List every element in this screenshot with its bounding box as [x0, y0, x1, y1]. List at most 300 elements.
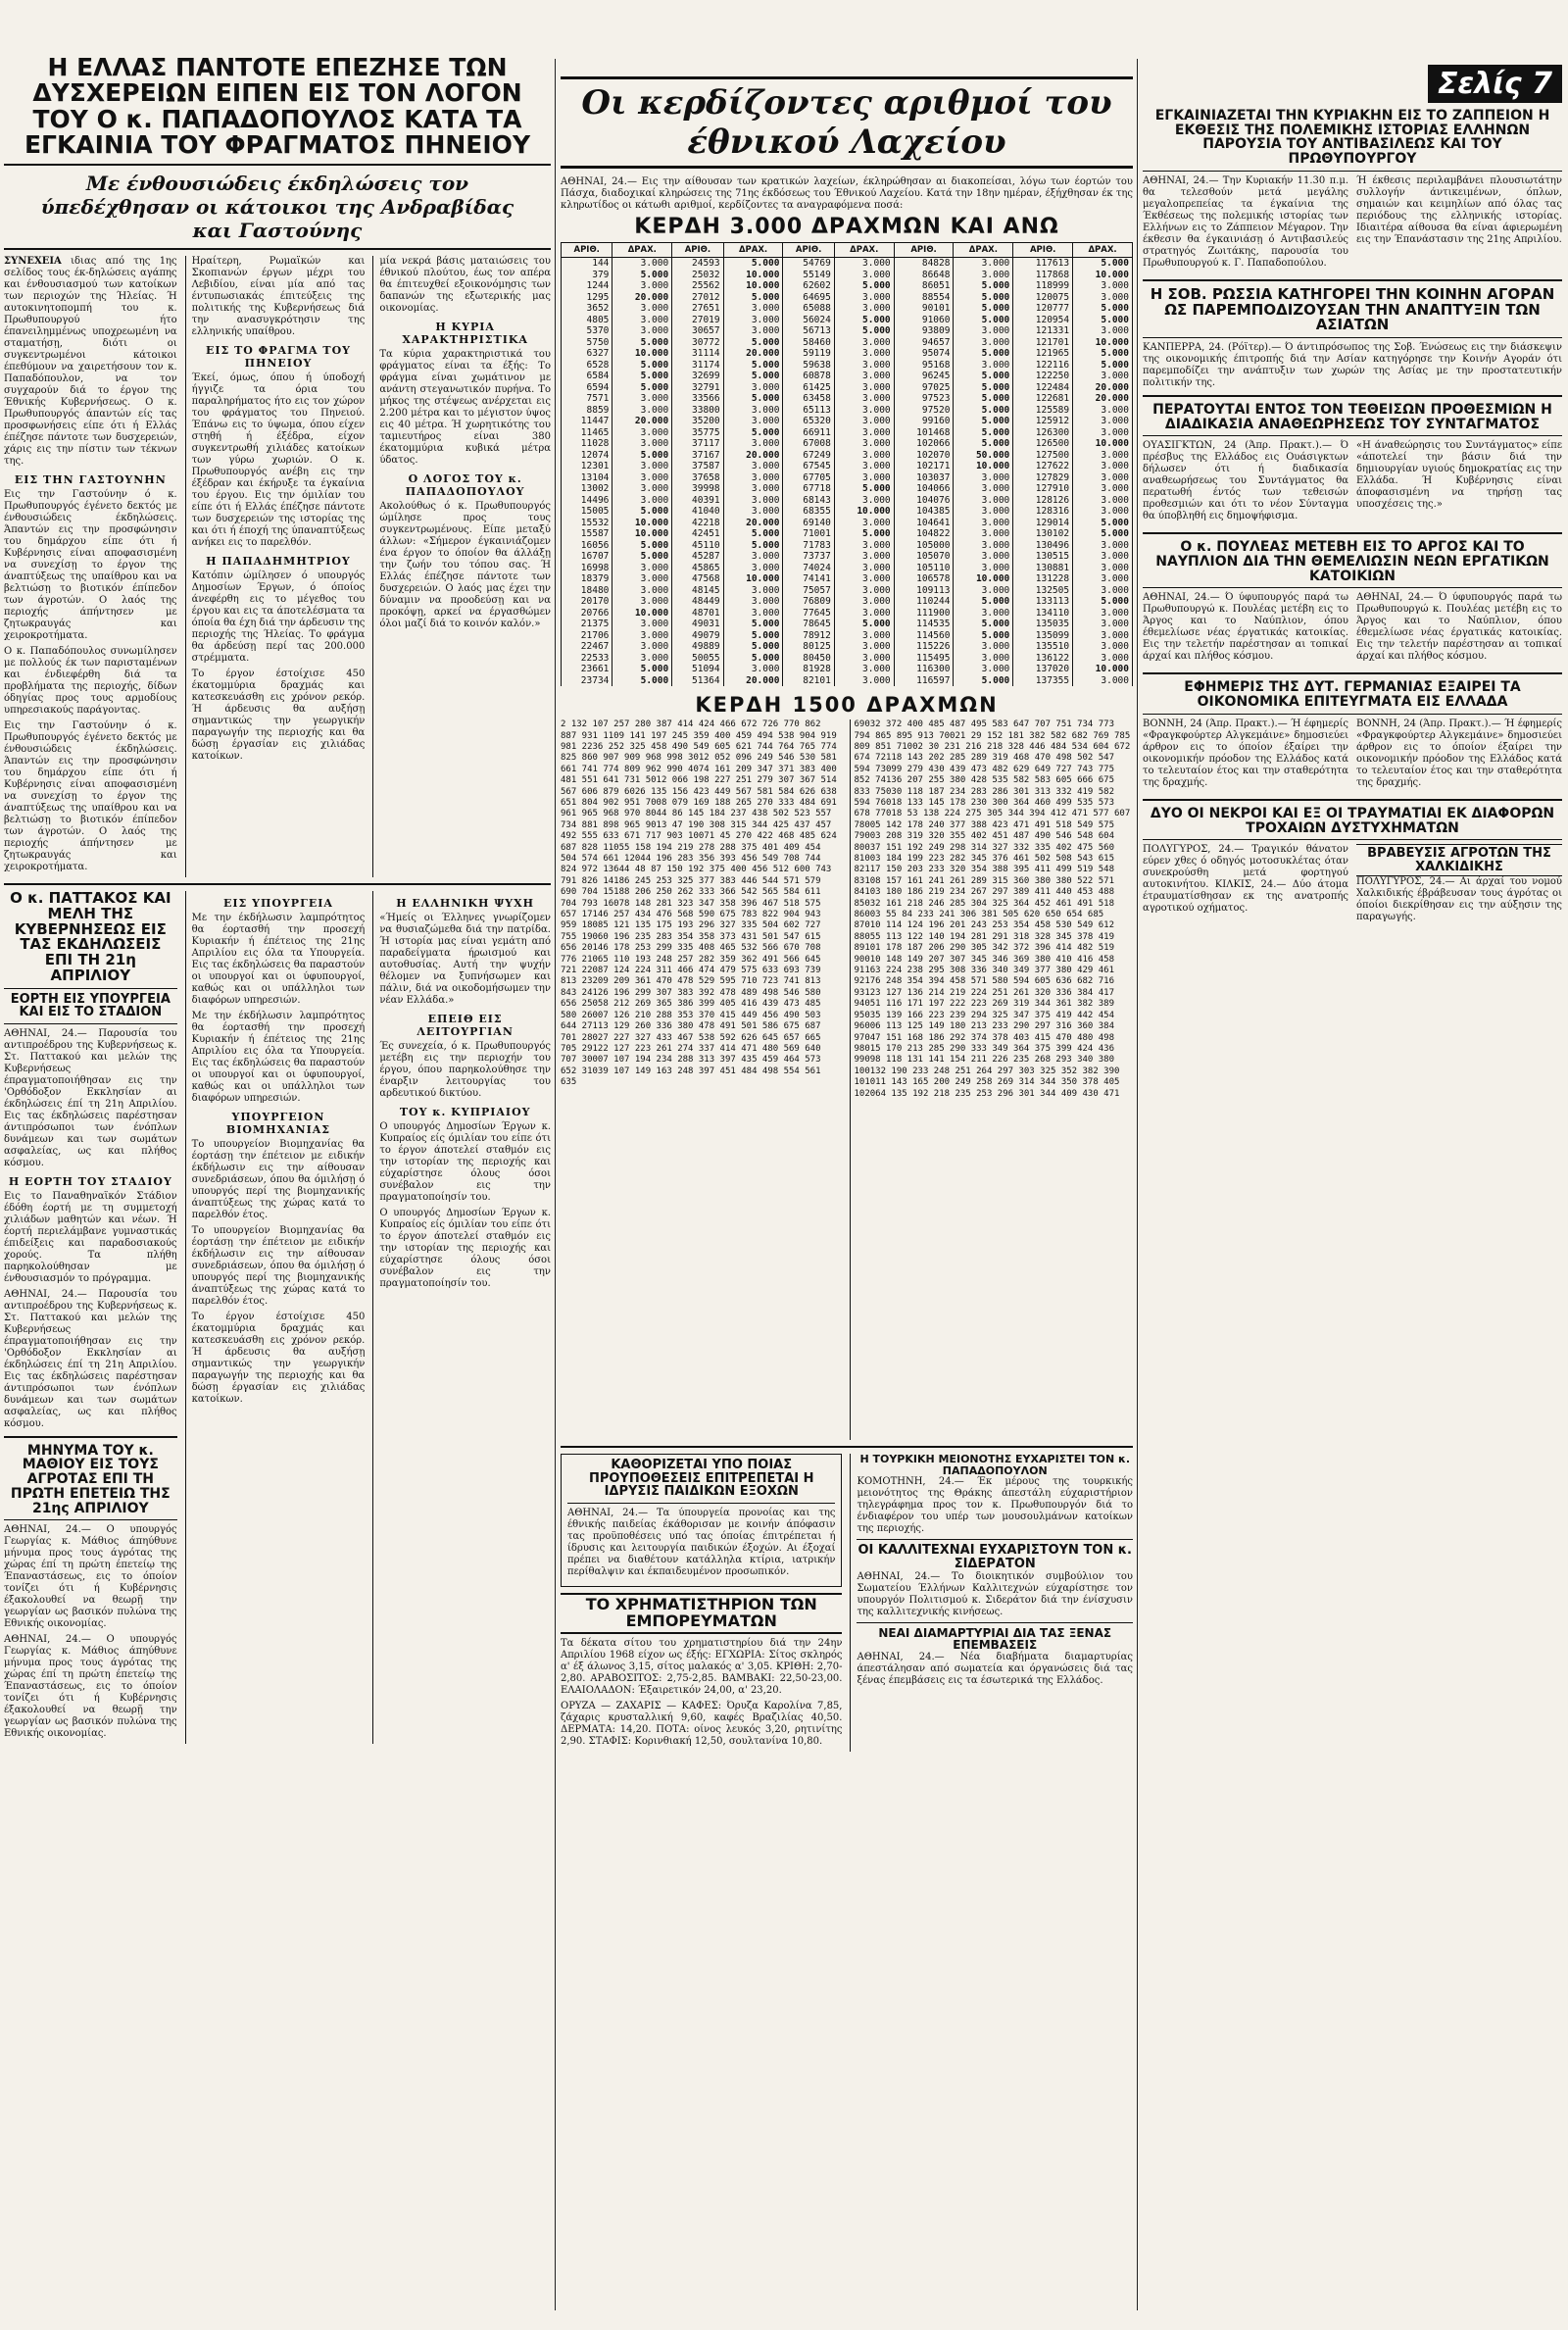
- ticket-number: 125912: [1013, 416, 1073, 427]
- prize-amount: 20.000: [723, 518, 783, 529]
- ticket-number: 122116: [1013, 360, 1073, 372]
- prize-amount: 3.000: [1073, 506, 1133, 518]
- ticket-number: 54769: [783, 258, 834, 270]
- pouleas-headline: Ο κ. ΠΟΥΛΕΑΣ ΜΕΤΕΒΗ ΕΙΣ ΤΟ ΑΡΓΟΣ ΚΑΙ ΤΟ ΝΑΥΠΛΙΟΝ ΔΙΑ ΤΗΝ ΘΕΜΕΛΙΩΣΙΝ ΝΕΩΝ ΕΡΓΑΤΙΚΩΝ ΚΑΤΟΙΚΙΩΝ: [1155, 539, 1549, 584]
- prize-amount: 5.000: [612, 664, 672, 675]
- ministries-block: [185, 891, 366, 1744]
- prize-amount: 3.000: [612, 427, 672, 439]
- ticket-number: 102070: [894, 450, 954, 462]
- stadium-text-2: ΑΘΗΝΑΙ, 24.— Παρουσία του αντιπροέδρου της Κυβερνήσεως κ. Στ. Παττακού και μελών της Κυβερνήσεως έπραγματοποιήθησαν εις την 'Ορθόδοξον Εκκλησίαν αι έκδηλώσεις έπί τη 21η Απριλίου. Εις τας έκδηλώσεις παρέστησαν άντιπρόσωποι των ένόπλων δυνάμεων και των σωμάτων ασφαλείας, ως και πλήθος κόσμου.: [4, 1288, 177, 1429]
- ticket-number: 120777: [1013, 303, 1073, 315]
- ticket-number: 102066: [894, 438, 954, 450]
- prize-amount: 5.000: [723, 258, 783, 270]
- prize-amount: 3.000: [723, 495, 783, 507]
- artists-headline: ΟΙ ΚΑΛΛΙΤΕΧΝΑΙ ΕΥΧΑΡΙΣΤΟΥΝ ΤΟΝ κ. ΣΙΔΕΡΑΤΟΝ: [858, 1543, 1132, 1571]
- industry-text-3: Το έργον έστοίχισε 450 έκατομμύρια δραχμάς και κατεσκευάσθη εις χρόνον ρεκόρ. Ή άρδευσις θα αυξήσῃ σημαντικώς την γεωργικήν παραγωγήν της περιοχής και θα δώσῃ έργασίαν εις χιλιάδας κατοίκων.: [191, 1312, 366, 1405]
- prize-amount: 3.000: [1073, 325, 1133, 337]
- prize-amount: 3.000: [612, 495, 672, 507]
- ticket-number: 128316: [1013, 506, 1073, 518]
- prize-amount: 3.000: [723, 472, 783, 484]
- prize-amount: 3.000: [612, 596, 672, 608]
- table-row: [562, 292, 1133, 304]
- prize-amount: 3.000: [1073, 653, 1133, 665]
- ticket-number: 135035: [1013, 619, 1073, 630]
- col3-intro: μία νεκρά βάσις ματαιώσεις του έθνικού πλούτου, έως τον απέρα θα έπιτευχθεί εξοικονόμησις των δαπανών της εξωτερικής μας οικονομίας.: [379, 256, 551, 314]
- prize-amount: 3.000: [1073, 483, 1133, 495]
- ticket-number: 18480: [562, 585, 612, 597]
- ticket-number: 144: [562, 258, 612, 270]
- prize-amount: 3.000: [834, 450, 894, 462]
- prize-amount: 5.000: [954, 630, 1013, 642]
- prize-amount: 5.000: [954, 315, 1013, 326]
- ticket-number: 104641: [894, 518, 954, 529]
- ticket-number: 135510: [1013, 641, 1073, 653]
- accidents-text: ΠΟΛΥΓΥΡΟΣ, 24.— Τραγικόν θάνατον εύρεν χθες ό οδηγός μοτοσυκλέτας όταν συνεκρούσθη μετά φορτηγού αυτοκινήτου. ΚΙΛΚΙΣ, 24.— Δύο άτομα έτραυματίσθησαν εκ της ανατροπής αγροτικού οχήματος.: [1143, 844, 1348, 915]
- table-row: [562, 270, 1133, 281]
- prize-amount: 5.000: [834, 280, 894, 292]
- prize-amount: 3.000: [723, 405, 783, 417]
- ministries-text-2: Με την έκδήλωσιν λαμπρότητος θα έορτασθή την προσεχή Κυριακήν ή έπέτειος της 21ης Απριλίου εις όλα τα Υπουργεία. Εις τας έκδηλώσεις θα παραστούν οι υπουργοί και οι ύφυπουργοί, καθώς και οι υπάλληλοι των διαφόρων υπηρεσιών.: [191, 1011, 366, 1104]
- ticket-number: 116597: [894, 675, 954, 687]
- prize-amount: 20.000: [612, 416, 672, 427]
- prize-amount: 3.000: [834, 495, 894, 507]
- prize-amount: 5.000: [1073, 528, 1133, 540]
- ticket-number: 91060: [894, 315, 954, 326]
- prize-amount: 3.000: [954, 540, 1013, 552]
- ticket-number: 42218: [672, 518, 723, 529]
- ticket-number: 82101: [783, 675, 834, 687]
- russia-text: ΚΑΝΠΕΡΡΑ, 24. (Ρόϊτερ).— Ό άντιπρόσωπος της Σοβ. Ένώσεως εις την διάσκεψιν της οικονομικής έπιτροπής διά την Ασίαν κατηγόρησε την Κοινήν Αγοράν ότι παρεμποδίζει την ανάπτυξιν των χωρών της Ασίας με την προστατευτικήν πολιτικήν της.: [1143, 342, 1562, 388]
- ticket-number: 60878: [783, 371, 834, 382]
- ticket-number: 65320: [783, 416, 834, 427]
- prize-amount: 3.000: [954, 653, 1013, 665]
- prize-amount: 5.000: [954, 303, 1013, 315]
- table-row: [562, 438, 1133, 450]
- ticket-number: 135099: [1013, 630, 1073, 642]
- column-header-drachmas: ΔΡΑΧ.: [723, 243, 783, 258]
- prize-amount: 3.000: [723, 551, 783, 563]
- kypraios-text-2: Ο υπουργός Δημοσίων Έργων κ. Κυπραίος είς όμιλίαν του είπε ότι το έργον άποτελεί σταθμόν εις την ιστορίαν της περιοχής και εύχαρίστησε όλους όσοι συνέβαλον εις την πραγματοποίησίν του.: [379, 1208, 551, 1289]
- ticket-number: 115495: [894, 653, 954, 665]
- prize-amount: 5.000: [954, 596, 1013, 608]
- ticket-number: 15587: [562, 528, 612, 540]
- prize-amount: 10.000: [612, 348, 672, 360]
- ticket-number: 71783: [783, 540, 834, 552]
- ticket-number: 23661: [562, 664, 612, 675]
- minority-headline: Η ΤΟΥΡΚΙΚΗ ΜΕΙΟΝΟΤΗΣ ΕΥΧΑΡΙΣΤΕΙ ΤΟΝ κ. ΠΑΠΑΔΟΠΟΥΛΟΝ: [859, 1453, 1131, 1477]
- exchange-headline: ΤΟ ΧΡΗΜΑΤΙΣΤΗΡΙΟΝ ΤΩΝ ΕΜΠΟΡΕΥΜΑΤΩΝ: [561, 1593, 842, 1634]
- accidents-headline: ΔΥΟ ΟΙ ΝΕΚΡΟΙ ΚΑΙ ΕΞ ΟΙ ΤΡΑΥΜΑΤΙΑΙ ΕΚ ΔΙΑΦΟΡΩΝ ΤΡΟΧΑΙΩΝ ΔΥΣΤΥΧΗΜΑΤΩΝ: [1150, 805, 1555, 836]
- title-3000: ΚΕΡΔΗ 3.000 ΔΡΑΧΜΩΝ ΚΑΙ ΑΝΩ: [634, 215, 1059, 239]
- protests-text: ΑΘΗΝΑΙ, 24.— Νέα διαβήματα διαμαρτυρίας άπεστάλησαν από σωματεία και όργανώσεις διά τας ξένας έπεμβάσεις εις τα έσωτερικά της Ελλάδος.: [857, 1651, 1133, 1686]
- ticket-number: 122484: [1013, 382, 1073, 394]
- ticket-number: 137355: [1013, 675, 1073, 687]
- ticket-number: 22467: [562, 641, 612, 653]
- prize-amount: 3.000: [834, 438, 894, 450]
- prize-amount: 3.000: [834, 573, 894, 585]
- section-industry: ΥΠΟΥΡΓΕΙΟΝ ΒΙΟΜΗΧΑΝΙΑΣ: [225, 1111, 331, 1136]
- farmers-headline: ΒΡΑΒΕΥΣΙΣ ΑΓΡΟΤΩΝ ΤΗΣ ΧΑΛΚΙΔΙΚΗΣ: [1356, 844, 1562, 876]
- prize-amount: 3.000: [612, 653, 672, 665]
- prize-amount: 3.000: [723, 506, 783, 518]
- page-logo: Σελίς 7: [1428, 65, 1562, 103]
- ticket-number: 37658: [672, 472, 723, 484]
- ticket-number: 117613: [1013, 258, 1073, 270]
- ticket-number: 1244: [562, 280, 612, 292]
- section-dam: ΕΙΣ ΤΟ ΦΡΑΓΜΑ ΤΟΥ ΠΗΝΕΙΟΥ: [205, 344, 352, 370]
- ticket-number: 58460: [783, 337, 834, 349]
- ticket-number: 30772: [672, 337, 723, 349]
- prize-amount: 3.000: [1073, 585, 1133, 597]
- prize-amount: 3.000: [834, 427, 894, 439]
- prize-amount: 3.000: [834, 371, 894, 382]
- ticket-number: 55149: [783, 270, 834, 281]
- ticket-number: 33800: [672, 405, 723, 417]
- prize-amount: 3.000: [612, 630, 672, 642]
- prize-amount: 3.000: [1073, 563, 1133, 574]
- industry-text: Το υπουργείον Βιομηχανίας θα έορτάσῃ την έπέτειον με ειδικήν έκδήλωσιν εις την αίθουσαν συνεδριάσεων, όπου θα όμιλήσῃ ό υπουργός περί της βιομηχανικής άναπτύξεως της χώρας κατά το παρελθόν έτος.: [191, 1139, 366, 1220]
- text-features: Τα κύρια χαρακτηριστικά του φράγματος είναι τα έξής: Το φράγμα είναι χωμάτινον με ανάντη στεγανωτικόν πυρήνα. Το μήκος της στέψεως ανέρχεται εις 2.200 μέτρα και το μέγιστον ύψος εις 40 μέτρα. Ή χωρητικότης του ταμιευτήρος είναι 380 έκατομμύρια κυβικά μέτρα ύδατος.: [379, 349, 551, 466]
- table-row: [562, 630, 1133, 642]
- table-row: [562, 348, 1133, 360]
- ticket-number: 127622: [1013, 461, 1073, 472]
- ticket-number: 11465: [562, 427, 612, 439]
- table-row: [562, 585, 1133, 597]
- prize-amount: 20.000: [723, 348, 783, 360]
- table-row: [562, 315, 1133, 326]
- prize-amount: 3.000: [834, 393, 894, 405]
- prize-amount: 5.000: [834, 325, 894, 337]
- ticket-number: 133113: [1013, 596, 1073, 608]
- russia-headline: Η ΣΟΒ. ΡΩΣΣΙΑ ΚΑΤΗΓΟΡΕΙ ΤΗΝ ΚΟΙΝΗΝ ΑΓΟΡΑΝ ΩΣ ΠΑΡΕΜΠΟΔΙΖΟΥΣΑΝ ΤΗΝ ΑΝΑΠΤΥΞΙΝ ΤΩΝ ΑΣΙΑΤΩΝ: [1150, 284, 1555, 334]
- prize-amount: 5.000: [723, 393, 783, 405]
- lottery-block: [561, 0, 1136, 2330]
- prize-amount: 3.000: [954, 360, 1013, 372]
- prize-amount: 10.000: [834, 506, 894, 518]
- ticket-number: 20170: [562, 596, 612, 608]
- ticket-number: 6594: [562, 382, 612, 394]
- ticket-number: 21375: [562, 619, 612, 630]
- prize-amount: 10.000: [954, 573, 1013, 585]
- ticket-number: 64695: [783, 292, 834, 304]
- prize-amount: 5.000: [834, 315, 894, 326]
- prize-amount: 3.000: [834, 518, 894, 529]
- ticket-number: 122681: [1013, 393, 1073, 405]
- ticket-number: 37587: [672, 461, 723, 472]
- ticket-number: 127910: [1013, 483, 1073, 495]
- title-1500: ΚΕΡΔΗ 1500 ΔΡΑΧΜΩΝ: [695, 693, 999, 718]
- ticket-number: 25562: [672, 280, 723, 292]
- prize-amount: 3.000: [954, 641, 1013, 653]
- ticket-number: 68355: [783, 506, 834, 518]
- ticket-number: 136122: [1013, 653, 1073, 665]
- table-row: [562, 337, 1133, 349]
- prize-amount: 5.000: [612, 506, 672, 518]
- prize-amount: 3.000: [1073, 292, 1133, 304]
- ticket-number: 63458: [783, 393, 834, 405]
- table-row: [562, 563, 1133, 574]
- pattakos-headline: Ο κ. ΠΑΤΤΑΚΟΣ ΚΑΙ ΜΕΛΗ ΤΗΣ ΚΥΒΕΡΝΗΣΕΩΣ ΕΙΣ ΤΑΣ ΕΚΔΗΛΩΣΕΙΣ ΕΠΙ ΤΗ 21η ΑΠΡΙΛΙΟΥ: [10, 889, 172, 984]
- ticket-number: 22533: [562, 653, 612, 665]
- ticket-number: 129014: [1013, 518, 1073, 529]
- ticket-number: 81928: [783, 664, 834, 675]
- prize-amount: 5.000: [723, 641, 783, 653]
- column-header-number: ΑΡΙΘ.: [894, 243, 954, 258]
- ticket-number: 56713: [783, 325, 834, 337]
- table-row: [562, 303, 1133, 315]
- prize-amount: 10.000: [954, 461, 1013, 472]
- ticket-number: 67249: [783, 450, 834, 462]
- prize-amount: 5.000: [1073, 348, 1133, 360]
- ticket-number: 27012: [672, 292, 723, 304]
- ticket-number: 104066: [894, 483, 954, 495]
- text-speech: Ακολούθως ό κ. Πρωθυπουργός ώμίλησε προς τους συγκεντρωμένους. Είπε μεταξύ άλλων: «Σήμερον έγκαινιάζομεν ένα έργον το όποίον θα άλλάξῃ την ζωήν του τόπου σας. Ή Ελλάς έπέζησε πάντοτε των δυσχερειών. Ο λαός μας έχει την δύναμιν να προοδεύσῃ και να προκόψῃ, αρκεί να έργασθώμεν όλοι μαζί διά το κοινόν καλόν.»: [379, 501, 551, 629]
- ticket-number: 78912: [783, 630, 834, 642]
- prize-amount: 3.000: [834, 596, 894, 608]
- section-speech: Ο ΛΟΓΟΣ ΤΟΥ κ. ΠΑΠΑΔΟΠΟΥΛΟΥ: [405, 472, 525, 498]
- ticket-number: 69140: [783, 518, 834, 529]
- ticket-number: 32699: [672, 371, 723, 382]
- table-row: [562, 382, 1133, 394]
- industry-text-2: Το υπουργείον Βιομηχανίας θα έορτάσῃ την έπέτειον με ειδικήν έκδήλωσιν εις την αίθουσαν συνεδριάσεων, όπου θα όμιλήσῃ ό υπουργός περί της βιομηχανικής άναπτύξεως της χώρας κατά το παρελθόν έτος.: [191, 1225, 366, 1307]
- prize-amount: 3.000: [834, 416, 894, 427]
- ticket-number: 15532: [562, 518, 612, 529]
- ticket-number: 97025: [894, 382, 954, 394]
- mathios-text: ΑΘΗΝΑΙ, 24.— Ο υπουργός Γεωργίας κ. Μάθιος άπηύθυνε μήνυμα προς τους άγρότας της χώρας έπί τη πρώτη έπετείῳ της Έπαναστάσεως, εις το όποίον τονίζει ότι ή Κυβέρνησις έξακολουθεί να θεωρῇ την γεωργίαν ως βασικόν πυλώνα της Εθνικής οικονομίας.: [4, 1524, 177, 1630]
- prize-amount: 3.000: [954, 518, 1013, 529]
- section-papadimitriou: Η ΠΑΠΑΔΗΜΗΤΡΙΟΥ: [206, 555, 351, 568]
- table-row: [562, 506, 1133, 518]
- table-row: [562, 325, 1133, 337]
- prize-amount: 3.000: [834, 270, 894, 281]
- ticket-number: 16998: [562, 563, 612, 574]
- prize-amount: 5.000: [612, 540, 672, 552]
- ticket-number: 35775: [672, 427, 723, 439]
- prize-amount: 5.000: [954, 393, 1013, 405]
- prize-amount: 3.000: [954, 528, 1013, 540]
- table-row: [562, 596, 1133, 608]
- column-header-number: ΑΡΙΘ.: [672, 243, 723, 258]
- prize-amount: 10.000: [612, 528, 672, 540]
- prize-amount: 3.000: [612, 483, 672, 495]
- table-row: [562, 573, 1133, 585]
- camps-headline: ΚΑΘΟΡΙΖΕΤΑΙ ΥΠΟ ΠΟΙΑΣ ΠΡΟΥΠΟΘΕΣΕΙΣ ΕΠΙΤΡΕΠΕΤΑΙ Η ΙΔΡΥΣΙΣ ΠΑΙΔΙΚΩΝ ΕΞΟΧΩΝ: [588, 1458, 814, 1500]
- ticket-number: 6528: [562, 360, 612, 372]
- ticket-number: 101468: [894, 427, 954, 439]
- prize-amount: 5.000: [723, 619, 783, 630]
- ticket-number: 126300: [1013, 427, 1073, 439]
- ticket-number: 30657: [672, 325, 723, 337]
- prize-amount: 3.000: [612, 315, 672, 326]
- prize-amount: 3.000: [954, 551, 1013, 563]
- prize-amount: 3.000: [723, 461, 783, 472]
- ticket-number: 39998: [672, 483, 723, 495]
- ticket-number: 37167: [672, 450, 723, 462]
- ticket-number: 80125: [783, 641, 834, 653]
- table-row: [562, 653, 1133, 665]
- prize-amount: 5.000: [834, 619, 894, 630]
- table-row: [562, 551, 1133, 563]
- germany-headline: ΕΦΗΜΕΡΙΣ ΤΗΣ ΔΥΤ. ΓΕΡΜΑΝΙΑΣ ΕΞΑΙΡΕΙ ΤΑ ΟΙΚΟΝΟΜΙΚΑ ΕΠΙΤΕΥΓΜΑΤΑ ΕΙΣ ΕΛΛΑΔΑ: [1184, 679, 1521, 711]
- table-row: [562, 472, 1133, 484]
- prize-amount: 3.000: [834, 675, 894, 687]
- prize-amount: 3.000: [1073, 540, 1133, 552]
- prize-amount: 3.000: [1073, 675, 1133, 687]
- column-header-number: ΑΡΙΘ.: [1013, 243, 1073, 258]
- ticket-number: 45110: [672, 540, 723, 552]
- prize-amount: 5.000: [954, 382, 1013, 394]
- prize-amount: 5.000: [612, 360, 672, 372]
- ticket-number: 67545: [783, 461, 834, 472]
- table-row: [562, 495, 1133, 507]
- ticket-number: 126500: [1013, 438, 1073, 450]
- prize-amount: 10.000: [723, 270, 783, 281]
- prize-amount: 3.000: [954, 664, 1013, 675]
- ticket-number: 45287: [672, 551, 723, 563]
- text-gastouni: Εις την Γαστούνην ό κ. Πρωθυπουργός έγένετο δεκτός με ένθουσιώδεις έκδηλώσεις. Άπαντών εις την προσφώνησιν του δημάρχου είπε ότι ή Κυβέρνησις είναι αποφασισμένη να συνεχίσῃ το έργον της άναπτύξεως της υπαίθρου και να βελτιώσῃ το βιοτικόν έπίπεδον των άγροτών. Ο λαός της περιοχής άπήντησεν με ζητωκραυγάς και χειροκροτήματα.: [4, 489, 177, 641]
- exchange-text: Τα δέκατα σίτου του χρηματιστηρίου διά την 24ην Απριλίου 1968 είχον ως έξής: ΕΓΧΩΡΙΑ: Σίτος σκληρός α' έξ άλωνος 3,15, σίτος μαλακός α' 3,05. ΚΡΙΘΗ: 2,70-2,80. ΑΡΑΒΟΣΙΤΟΣ: 2,75-2,85. ΒΑΜΒΑΚΙ: 22,50-23,00. ΕΛΑΙΟΛΑΔΟΝ: Έξαιρετικόν 24,00, α' 23,20.: [561, 1637, 843, 1696]
- table-row: [562, 416, 1133, 427]
- stadium-text: Εις το Παναθηναϊκόν Στάδιον έδόθη έορτή με τη συμμετοχή χιλιάδων μαθητών και νέων. Ή έορτή περιελάμβανε γυμναστικάς έπιδείξεις και παραδοσιακούς χορούς. Τα πλήθη παρηκολούθησαν με ένθουσιασμόν το πρόγραμμα.: [4, 1190, 177, 1284]
- ticket-number: 88554: [894, 292, 954, 304]
- prize-amount: 3.000: [954, 585, 1013, 597]
- prize-amount: 5.000: [723, 540, 783, 552]
- ticket-number: 66911: [783, 427, 834, 439]
- column-header-drachmas: ΔΡΑΧ.: [834, 243, 894, 258]
- prize-amount: 3.000: [612, 563, 672, 574]
- ticket-number: 1295: [562, 292, 612, 304]
- ticket-number: 48449: [672, 596, 723, 608]
- prize-amount: 3.000: [834, 608, 894, 620]
- prize-amount: 10.000: [1073, 438, 1133, 450]
- ticket-number: 31174: [672, 360, 723, 372]
- ticket-number: 77645: [783, 608, 834, 620]
- winners-1500-list-a: 2 132 107 257 280 387 414 424 466 672 726 770 862 887 931 1109 141 197 245 359 400 459 494 538 904 919 981 2236 252 325 458 490 549 605 621 744 764 765 774 825 860 907 909 968 998 3012 052 096 249 546 530 581 661 741 774 809 962 990 4074 161 209 347 371 383 400 481 551 641 731 5012 066 198 227 251 279 307 367 514 567 606 879 6026 135 156 423 449 567 581 584 626 638 651 804 902 951 7008 079 169 188 265 270 333 484 691 961 965 968 970 8044 86 145 184 237 438 502 523 557 734 881 898 965 9013 47 190 308 315 344 425 437 457 492 555 633 671 717 903 10071 45 270 422 468 485 624 687 828 11055 158 194 219 278 288 375 401 409 454 504 574 661 12044 196 283 356 393 456 549 708 744 824 972 13644 48 87 150 192 375 400 456 512 600 743 791 826 14186 245 253 325 377 383 446 544 571 579 690 704 15188 206 250 262 333 366 542 565 584 611 704 793 16078 148 281 323 347 358 396 467 518 575 657 17146 257 434 476 568 590 675 783 822 904 943 959 18085 121 135 175 193 296 327 335 504 602 727 755 19060 196 235 283 354 358 373 431 501 547 615 656 20146 178 253 299 335 408 465 532 566 670 708 776 21065 110 193 248 257 282 359 362 491 566 645 721 22087 124 224 311 466 474 479 575 633 693 739 813 23209 209 361 470 478 529 595 710 723 741 813 843 24126 196 299 307 383 392 478 489 498 546 580 656 25058 212 269 365 386 399 405 416 439 473 485 580 26007 126 210 288 353 370 415 449 456 490 503 644 27113 129 260 336 380 478 491 501 586 675 687 701 28027 227 327 433 467 538 592 626 645 657 665 705 29122 127 223 261 274 337 414 471 480 569 640 707 30007 107 194 234 288 313 397 435 459 464 573 652 31039 107 149 163 248 397 451 484 498 554 561 635: [561, 719, 843, 1088]
- prize-amount: 20.000: [723, 450, 783, 462]
- prize-amount: 5.000: [723, 528, 783, 540]
- prize-amount: 3.000: [723, 303, 783, 315]
- prize-amount: 5.000: [1073, 303, 1133, 315]
- prize-amount: 5.000: [1073, 596, 1133, 608]
- operation-text: Ές συνεχεία, ό κ. Πρωθυπουργός μετέβη εις την περιοχήν του έργου, όπου παρηκολούθησε την έναρξιν λειτουργίας του αρδευτικού δικτύου.: [379, 1041, 551, 1099]
- col2-intro: Ηραίτερη, Ρωμαϊκών και Σκοπιανών έργων μέχρι του Λεβιδίου, είναι μία από τας έντυπωσιακάς έπιτεύξεις της πολιτικής της Κυβερνήσεως διά την ανασυγκρότησιν της ελληνικής υπαίθρου.: [191, 256, 366, 337]
- section-kypraios: ΤΟΥ κ. ΚΥΠΡΙΑΙΟΥ: [399, 1106, 531, 1118]
- ticket-number: 33566: [672, 393, 723, 405]
- prize-amount: 3.000: [612, 258, 672, 270]
- left-block: [4, 0, 551, 2330]
- prize-amount: 5.000: [612, 337, 672, 349]
- ticket-number: 130515: [1013, 551, 1073, 563]
- prize-amount: 3.000: [1073, 280, 1133, 292]
- ticket-number: 40391: [672, 495, 723, 507]
- ticket-number: 14496: [562, 495, 612, 507]
- ticket-number: 86648: [894, 270, 954, 281]
- table-row: [562, 675, 1133, 687]
- prize-amount: 20.000: [1073, 393, 1133, 405]
- table-row: [562, 619, 1133, 630]
- ticket-number: 117868: [1013, 270, 1073, 281]
- ticket-number: 12074: [562, 450, 612, 462]
- ticket-number: 96245: [894, 371, 954, 382]
- ticket-number: 51364: [672, 675, 723, 687]
- prize-amount: 3.000: [612, 573, 672, 585]
- prize-amount: 3.000: [954, 325, 1013, 337]
- ticket-number: 13104: [562, 472, 612, 484]
- section-gastouni: ΕΙΣ ΤΗΝ ΓΑΣΤΟΥΝΗΝ: [14, 473, 167, 486]
- prize-amount: 3.000: [723, 382, 783, 394]
- column-header-number: ΑΡΙΘ.: [562, 243, 612, 258]
- article-col-2: [185, 256, 366, 877]
- ticket-number: 125589: [1013, 405, 1073, 417]
- constitution-text: ΟΥΑΣΙΓΚΤΩΝ, 24 (Άπρ. Πρακτ.).— Ό πρέσβυς της Ελλάδος εις Ουάσιγκτων δήλωσεν ότι ή διαδικασία αναθεωρήσεως του Συντάγματος θα περατωθή έντός των τεθεισών προθεσμιών και ότι το νέον Σύνταγμα θα ύποβληθή εις δημοψήφισμα.: [1143, 440, 1348, 522]
- column-header-drachmas: ΔΡΑΧ.: [1073, 243, 1133, 258]
- prize-amount: 5.000: [612, 371, 672, 382]
- section-features: Η ΚΥΡΙΑ ΧΑΡΑΚΤΗΡΙΣΤΙΚΑ: [402, 321, 528, 346]
- prize-amount: 3.000: [954, 506, 1013, 518]
- ticket-number: 120954: [1013, 315, 1073, 326]
- ticket-number: 131228: [1013, 573, 1073, 585]
- ticket-number: 13002: [562, 483, 612, 495]
- ticket-number: 11028: [562, 438, 612, 450]
- prize-amount: 3.000: [1073, 416, 1133, 427]
- ticket-number: 122250: [1013, 371, 1073, 382]
- ticket-number: 11447: [562, 416, 612, 427]
- ticket-number: 130496: [1013, 540, 1073, 552]
- table-row: [562, 371, 1133, 382]
- prize-amount: 10.000: [612, 518, 672, 529]
- column-header-drachmas: ΔΡΑΧ.: [954, 243, 1013, 258]
- ticket-number: 132505: [1013, 585, 1073, 597]
- article-col-1: [4, 256, 177, 877]
- table-row: [562, 518, 1133, 529]
- prize-amount: 3.000: [834, 337, 894, 349]
- ticket-number: 48145: [672, 585, 723, 597]
- ticket-number: 111900: [894, 608, 954, 620]
- prize-amount: 3.000: [1073, 630, 1133, 642]
- ticket-number: 95168: [894, 360, 954, 372]
- ticket-number: 41040: [672, 506, 723, 518]
- ticket-number: 104822: [894, 528, 954, 540]
- ticket-number: 121701: [1013, 337, 1073, 349]
- table-row: [562, 461, 1133, 472]
- section-soul: Η ΕΛΛΗΝΙΚΗ ΨΥΧΗ: [396, 897, 535, 910]
- ticket-number: 68143: [783, 495, 834, 507]
- lottery-intro: ΑΘΗΝΑΙ, 24.— Εις την αίθουσαν των κρατικών λαχείων, έκληρώθησαν αι διακοπείσαι, λόγω των έορτών του Πάσχα, διαδοχικαί κληρώσεις της 71ης έκδόσεως του Έθνικού Λαχείου. Κατά την 18ην ημέραν, έξήχθησαν έκ της κληρωτίδος οι κάτωθι αριθμοί, κερδίζοντες τα αναγραφόμενα ποσά:: [561, 176, 1133, 211]
- prize-amount: 3.000: [612, 438, 672, 450]
- ticket-number: 6327: [562, 348, 612, 360]
- exhibition-text-2: Ή έκθεσις περιλαμβάνει πλουσιωτάτην συλλογήν άντικειμένων, όπλων, σημαιών και κειμηλίων από όλας τας περιόδους της ελληνικής ιστορίας. Ιδιαιτέρα αίθουσα θα είναι άφιερωμένη εις την Έπανάστασιν της 21ης Απριλίου.: [1356, 174, 1562, 245]
- prize-amount: 5.000: [612, 450, 672, 462]
- prize-amount: 5.000: [954, 371, 1013, 382]
- prize-amount: 3.000: [1073, 405, 1133, 417]
- prize-amount: 3.000: [612, 405, 672, 417]
- table-row: [562, 427, 1133, 439]
- pattakos-text: ΑΘΗΝΑΙ, 24.— Παρουσία του αντιπροέδρου της Κυβερνήσεως κ. Στ. Παττακού και μελών της Κυβερνήσεως έπραγματοποιήθησαν εις την 'Ορθόδοξον Εκκλησίαν αι έκδηλώσεις έπί τη 21η Απριλίου. Εις τας έκδηλώσεις παρέστησαν άντιπρόσωποι των ένόπλων δυνάμεων και των σωμάτων ασφαλείας, ως και πλήθος κόσμου.: [4, 1027, 177, 1168]
- protests-article: [857, 1627, 1133, 1687]
- soul-text: «Ήμείς οι Έλληνες γνωρίζομεν να θυσιαζώμεθα διά την πατρίδα. Ή ιστορία μας είναι γεμάτη από παραδείγματα ήρωισμού και αυτοθυσίας. Αυτή την ψυχήν θέλομεν να ξυπνήσωμεν και πάλιν, διά να οικοδομήσωμεν την νέαν Ελλάδα.»: [379, 913, 551, 1006]
- ticket-number: 114535: [894, 619, 954, 630]
- ticket-number: 5750: [562, 337, 612, 349]
- ticket-number: 130102: [1013, 528, 1073, 540]
- camps-text: ΑΘΗΝΑΙ, 24.— Τα ύπουργεία προνοίας και της έθνικής παιδείας έκάθορισαν με κοινήν άπόφασιν τας προϋποθέσεις υπό τας όποίας έπιτρέπεται ή ίδρυσις και λειτουργία παιδικών έξοχών. Αι έξοχαί πρέπει να διαθέτουν κατάλληλα κτίρια, ιατρικήν περίθαλψιν και έκπαιδευμένον προσωπικόν.: [567, 1508, 836, 1578]
- ticket-number: 118999: [1013, 280, 1073, 292]
- prize-amount: 5.000: [954, 280, 1013, 292]
- ministries-text: Με την έκδήλωσιν λαμπρότητος θα έορτασθή την προσεχή Κυριακήν ή έπέτειος της 21ης Απριλίου εις όλα τα Υπουργεία. Εις τας έκδηλώσεις θα παραστούν οι υπουργοί και οι ύφυπουργοί, καθώς και οι υπάλληλοι των διαφόρων υπηρεσιών.: [191, 913, 366, 1006]
- column-header-drachmas: ΔΡΑΧ.: [612, 243, 672, 258]
- section-operation: ΕΠΕΙΘ ΕΙΣ ΛΕΙΤΟΥΡΓΙΑΝ: [416, 1013, 514, 1038]
- ticket-number: 104385: [894, 506, 954, 518]
- prize-amount: 10.000: [723, 280, 783, 292]
